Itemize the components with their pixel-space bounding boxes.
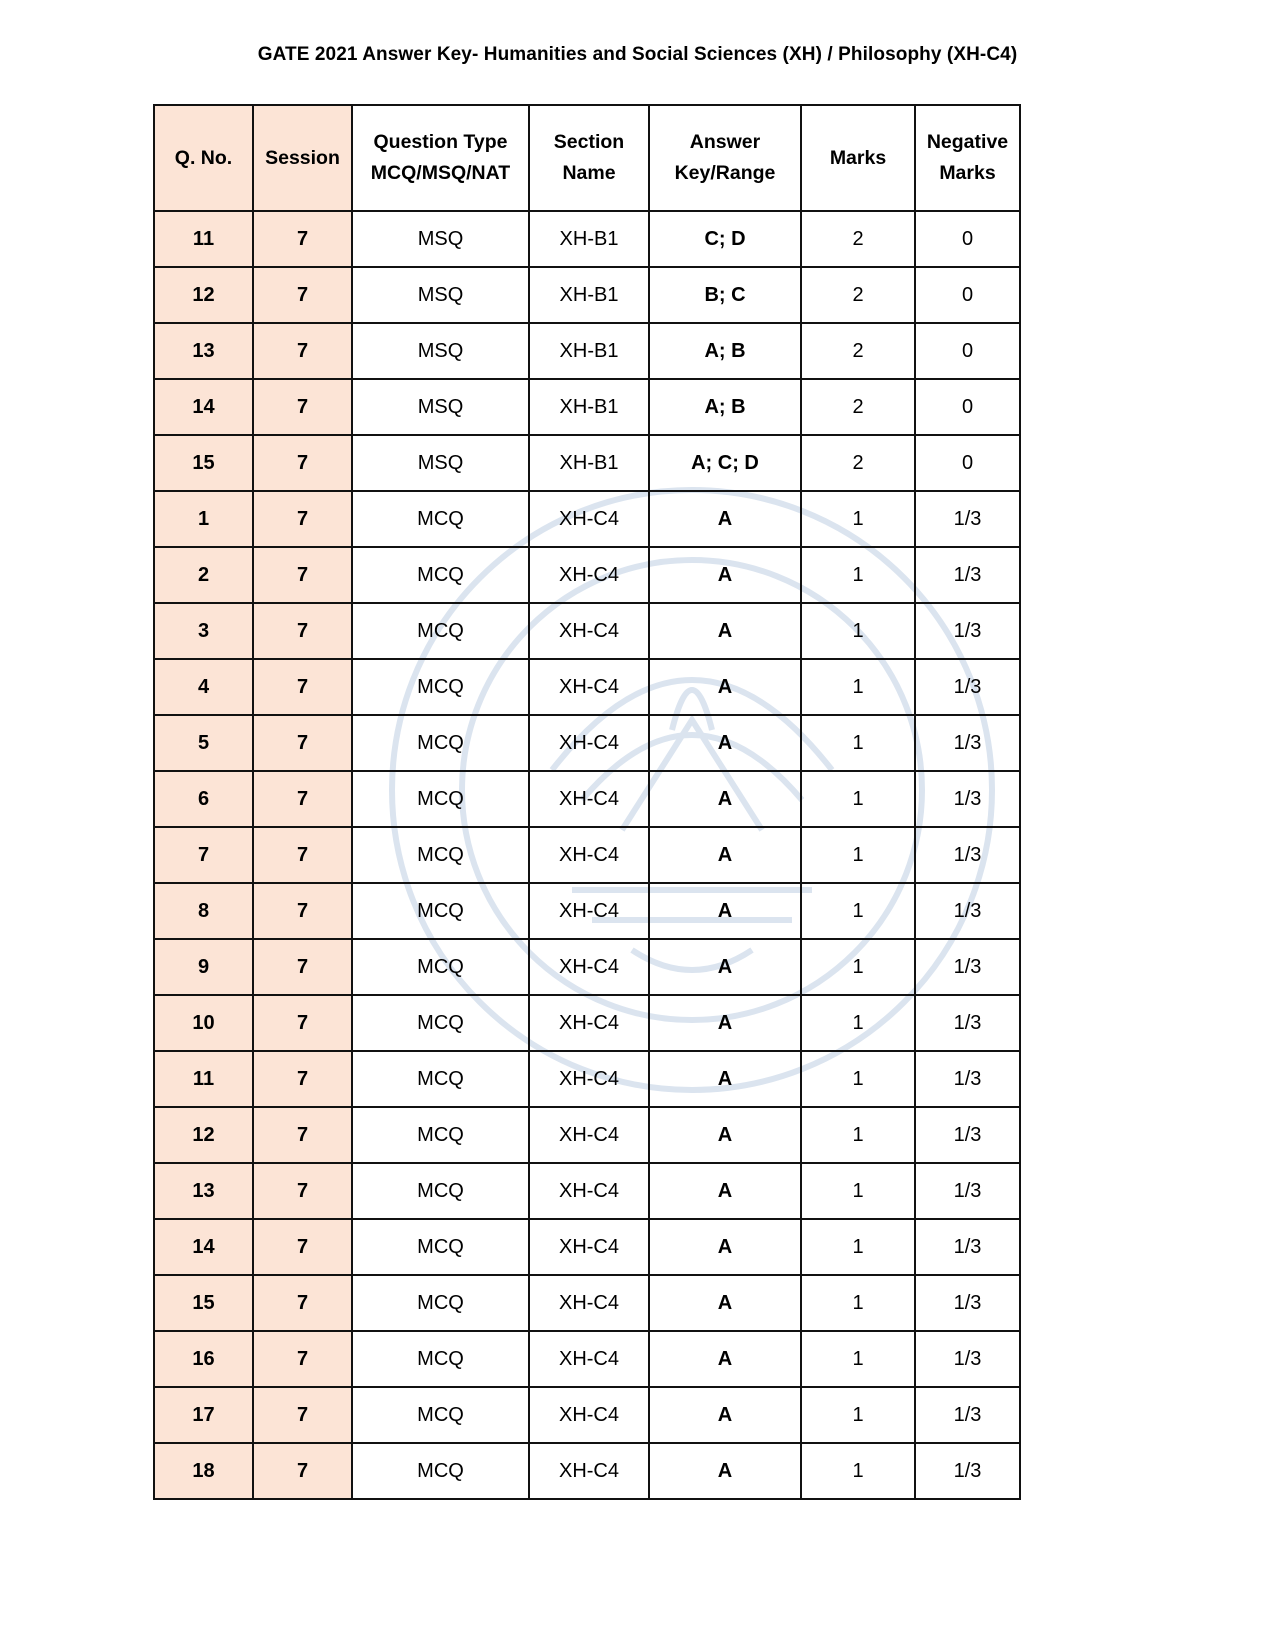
cell-answer-key: A (649, 1163, 801, 1219)
cell-question-type: MCQ (352, 1443, 529, 1499)
header-answer-key: Answer Key/Range (649, 105, 801, 211)
table-row (154, 1387, 1020, 1443)
table-row (154, 771, 1020, 827)
cell-marks: 1 (801, 1163, 915, 1219)
cell-session: 7 (253, 1163, 352, 1219)
cell-question-type: MCQ (352, 939, 529, 995)
cell-question-type: MCQ (352, 1107, 529, 1163)
cell-session: 7 (253, 827, 352, 883)
cell-section-name: XH-C4 (529, 883, 649, 939)
cell-negative-marks: 0 (915, 267, 1020, 323)
cell-section-name: XH-C4 (529, 491, 649, 547)
cell-marks: 1 (801, 1219, 915, 1275)
cell-section-name: XH-C4 (529, 771, 649, 827)
cell-session: 7 (253, 491, 352, 547)
cell-question-type: MCQ (352, 603, 529, 659)
table-row (154, 547, 1020, 603)
cell-marks: 1 (801, 1387, 915, 1443)
cell-negative-marks: 1/3 (915, 659, 1020, 715)
table-row (154, 1107, 1020, 1163)
cell-session: 7 (253, 715, 352, 771)
cell-marks: 1 (801, 715, 915, 771)
cell-qno: 14 (154, 1219, 253, 1275)
cell-question-type: MCQ (352, 827, 529, 883)
cell-question-type: MCQ (352, 883, 529, 939)
cell-section-name: XH-C4 (529, 995, 649, 1051)
cell-negative-marks: 1/3 (915, 1163, 1020, 1219)
table-row (154, 1051, 1020, 1107)
cell-negative-marks: 0 (915, 379, 1020, 435)
table-row (154, 435, 1020, 491)
cell-answer-key: A (649, 1051, 801, 1107)
cell-marks: 1 (801, 659, 915, 715)
cell-qno: 12 (154, 267, 253, 323)
header-marks: Marks (801, 105, 915, 211)
header-qno: Q. No. (154, 105, 253, 211)
cell-answer-key: A (649, 771, 801, 827)
cell-session: 7 (253, 267, 352, 323)
cell-answer-key: A (649, 827, 801, 883)
cell-section-name: XH-B1 (529, 267, 649, 323)
cell-marks: 1 (801, 995, 915, 1051)
cell-marks: 1 (801, 603, 915, 659)
cell-question-type: MCQ (352, 659, 529, 715)
cell-qno: 11 (154, 1051, 253, 1107)
cell-section-name: XH-B1 (529, 379, 649, 435)
cell-question-type: MCQ (352, 771, 529, 827)
cell-negative-marks: 1/3 (915, 1219, 1020, 1275)
cell-answer-key: A (649, 1219, 801, 1275)
cell-answer-key: A; B (649, 323, 801, 379)
cell-question-type: MCQ (352, 491, 529, 547)
cell-session: 7 (253, 547, 352, 603)
cell-question-type: MSQ (352, 323, 529, 379)
cell-section-name: XH-C4 (529, 715, 649, 771)
cell-session: 7 (253, 1219, 352, 1275)
cell-question-type: MSQ (352, 211, 529, 267)
cell-qno: 17 (154, 1387, 253, 1443)
cell-marks: 2 (801, 323, 915, 379)
cell-qno: 16 (154, 1331, 253, 1387)
cell-negative-marks: 0 (915, 435, 1020, 491)
cell-answer-key: A (649, 883, 801, 939)
cell-section-name: XH-C4 (529, 939, 649, 995)
cell-answer-key: A (649, 1107, 801, 1163)
cell-marks: 1 (801, 883, 915, 939)
cell-marks: 1 (801, 827, 915, 883)
cell-session: 7 (253, 1051, 352, 1107)
table-row (154, 379, 1020, 435)
cell-answer-key: A (649, 659, 801, 715)
cell-answer-key: A (649, 995, 801, 1051)
cell-question-type: MCQ (352, 547, 529, 603)
cell-negative-marks: 1/3 (915, 547, 1020, 603)
cell-answer-key: A; B (649, 379, 801, 435)
cell-section-name: XH-C4 (529, 547, 649, 603)
cell-answer-key: A (649, 1387, 801, 1443)
cell-marks: 1 (801, 1331, 915, 1387)
cell-answer-key: A (649, 603, 801, 659)
cell-question-type: MCQ (352, 1275, 529, 1331)
cell-question-type: MCQ (352, 715, 529, 771)
table-header-row (154, 105, 1020, 211)
cell-qno: 7 (154, 827, 253, 883)
cell-question-type: MSQ (352, 379, 529, 435)
table-row (154, 603, 1020, 659)
cell-section-name: XH-C4 (529, 1219, 649, 1275)
cell-qno: 3 (154, 603, 253, 659)
cell-marks: 2 (801, 379, 915, 435)
cell-section-name: XH-C4 (529, 1275, 649, 1331)
cell-section-name: XH-C4 (529, 1331, 649, 1387)
table-row (154, 1163, 1020, 1219)
cell-qno: 5 (154, 715, 253, 771)
cell-section-name: XH-C4 (529, 1051, 649, 1107)
cell-answer-key: C; D (649, 211, 801, 267)
table-row (154, 1219, 1020, 1275)
cell-qno: 9 (154, 939, 253, 995)
cell-session: 7 (253, 211, 352, 267)
cell-marks: 1 (801, 1275, 915, 1331)
cell-section-name: XH-B1 (529, 323, 649, 379)
cell-marks: 1 (801, 1107, 915, 1163)
cell-answer-key: A; C; D (649, 435, 801, 491)
cell-session: 7 (253, 379, 352, 435)
cell-session: 7 (253, 1275, 352, 1331)
cell-negative-marks: 0 (915, 323, 1020, 379)
cell-answer-key: A (649, 491, 801, 547)
cell-qno: 11 (154, 211, 253, 267)
cell-session: 7 (253, 435, 352, 491)
cell-negative-marks: 1/3 (915, 491, 1020, 547)
table-row (154, 491, 1020, 547)
cell-session: 7 (253, 323, 352, 379)
table-row (154, 323, 1020, 379)
cell-section-name: XH-C4 (529, 1387, 649, 1443)
cell-qno: 8 (154, 883, 253, 939)
cell-answer-key: B; C (649, 267, 801, 323)
table-row (154, 1331, 1020, 1387)
cell-marks: 2 (801, 211, 915, 267)
cell-session: 7 (253, 603, 352, 659)
table-row (154, 267, 1020, 323)
cell-negative-marks: 1/3 (915, 715, 1020, 771)
table-row (154, 1443, 1020, 1499)
cell-marks: 1 (801, 1443, 915, 1499)
cell-marks: 1 (801, 771, 915, 827)
cell-qno: 4 (154, 659, 253, 715)
cell-qno: 10 (154, 995, 253, 1051)
cell-marks: 1 (801, 939, 915, 995)
cell-answer-key: A (649, 939, 801, 995)
cell-session: 7 (253, 659, 352, 715)
header-negative-marks: Negative Marks (915, 105, 1020, 211)
cell-section-name: XH-C4 (529, 603, 649, 659)
cell-question-type: MSQ (352, 267, 529, 323)
table-row (154, 659, 1020, 715)
cell-negative-marks: 1/3 (915, 1443, 1020, 1499)
cell-qno: 15 (154, 435, 253, 491)
cell-section-name: XH-C4 (529, 659, 649, 715)
cell-qno: 1 (154, 491, 253, 547)
cell-answer-key: A (649, 547, 801, 603)
cell-session: 7 (253, 995, 352, 1051)
cell-negative-marks: 1/3 (915, 827, 1020, 883)
answer-key-table (153, 104, 1021, 1500)
table-body (154, 211, 1020, 1499)
cell-section-name: XH-C4 (529, 1107, 649, 1163)
cell-answer-key: A (649, 715, 801, 771)
cell-negative-marks: 1/3 (915, 1275, 1020, 1331)
table-row (154, 211, 1020, 267)
cell-qno: 13 (154, 323, 253, 379)
table-row (154, 715, 1020, 771)
cell-negative-marks: 1/3 (915, 883, 1020, 939)
cell-session: 7 (253, 1387, 352, 1443)
table-row (154, 827, 1020, 883)
cell-session: 7 (253, 1331, 352, 1387)
cell-qno: 13 (154, 1163, 253, 1219)
cell-negative-marks: 1/3 (915, 1107, 1020, 1163)
cell-qno: 18 (154, 1443, 253, 1499)
header-question-type: Question Type MCQ/MSQ/NAT (352, 105, 529, 211)
cell-negative-marks: 1/3 (915, 1051, 1020, 1107)
cell-negative-marks: 1/3 (915, 939, 1020, 995)
cell-session: 7 (253, 1107, 352, 1163)
cell-section-name: XH-C4 (529, 827, 649, 883)
header-section-name: Section Name (529, 105, 649, 211)
cell-negative-marks: 1/3 (915, 995, 1020, 1051)
cell-question-type: MCQ (352, 1387, 529, 1443)
table-row (154, 995, 1020, 1051)
cell-question-type: MSQ (352, 435, 529, 491)
cell-question-type: MCQ (352, 995, 529, 1051)
cell-question-type: MCQ (352, 1331, 529, 1387)
cell-qno: 14 (154, 379, 253, 435)
cell-marks: 2 (801, 435, 915, 491)
cell-session: 7 (253, 771, 352, 827)
cell-marks: 1 (801, 491, 915, 547)
cell-qno: 2 (154, 547, 253, 603)
cell-question-type: MCQ (352, 1163, 529, 1219)
cell-answer-key: A (649, 1331, 801, 1387)
cell-question-type: MCQ (352, 1219, 529, 1275)
cell-section-name: XH-C4 (529, 1443, 649, 1499)
cell-section-name: XH-C4 (529, 1163, 649, 1219)
cell-question-type: MCQ (352, 1051, 529, 1107)
cell-marks: 1 (801, 1051, 915, 1107)
table-row (154, 883, 1020, 939)
cell-negative-marks: 0 (915, 211, 1020, 267)
cell-negative-marks: 1/3 (915, 1331, 1020, 1387)
cell-session: 7 (253, 883, 352, 939)
table-row (154, 1275, 1020, 1331)
cell-section-name: XH-B1 (529, 211, 649, 267)
cell-session: 7 (253, 939, 352, 995)
cell-answer-key: A (649, 1275, 801, 1331)
cell-answer-key: A (649, 1443, 801, 1499)
cell-qno: 6 (154, 771, 253, 827)
header-session: Session (253, 105, 352, 211)
table-row (154, 939, 1020, 995)
cell-negative-marks: 1/3 (915, 603, 1020, 659)
document-title: GATE 2021 Answer Key- Humanities and Social Sciences (XH) / Philosophy (XH-C4) (257, 44, 1018, 65)
cell-qno: 12 (154, 1107, 253, 1163)
cell-section-name: XH-B1 (529, 435, 649, 491)
cell-marks: 2 (801, 267, 915, 323)
cell-session: 7 (253, 1443, 352, 1499)
cell-qno: 15 (154, 1275, 253, 1331)
cell-negative-marks: 1/3 (915, 771, 1020, 827)
cell-negative-marks: 1/3 (915, 1387, 1020, 1443)
cell-marks: 1 (801, 547, 915, 603)
